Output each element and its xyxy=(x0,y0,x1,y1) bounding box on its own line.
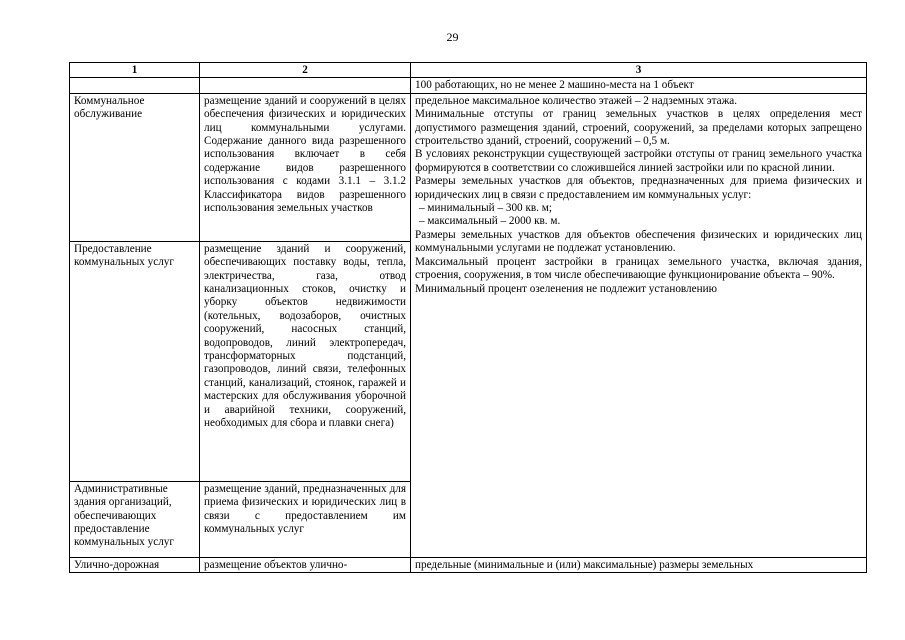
table-row xyxy=(70,557,867,572)
param-min-size: – минимальный – 300 кв. м; xyxy=(415,202,862,215)
use-description-cell xyxy=(200,557,411,572)
use-description-cell: размещение зданий, предназначенных для приема физических и юридических лиц в связи с предоставлением им коммунальных услуг xyxy=(200,481,411,557)
land-use-table xyxy=(69,62,867,573)
parameters-cell xyxy=(411,557,867,572)
use-name-cell xyxy=(70,557,200,572)
page-number: 29 xyxy=(446,30,459,44)
table-header-row xyxy=(70,63,867,78)
table-row-continuation xyxy=(70,78,867,93)
param-greening: Минимальный процент озеленения не подлежит установлению xyxy=(415,282,717,295)
param-setbacks: Минимальные отступы от границ земельных участков в целях определения мест допустимого размещения зданий, строений, сооружений, за пределами которых запрещено строительство зданий, строений, сооружений – 0,5 м. xyxy=(415,108,862,148)
param-reconstruction: В условиях реконструкции существующей застройки отступы от границ земельного участка формируются в соответствии со сложившейся линией застройки или по красной линии. xyxy=(415,148,862,174)
param-not-established: Размеры земельных участков для объектов обеспечения физических и юридических лиц коммунальными услугами не подлежат установлению. xyxy=(415,228,862,255)
param-max-size: – максимальный – 2000 кв. м. xyxy=(415,215,862,228)
parameters-text: предельные (минимальные и (или) максимальные) размеры земельных xyxy=(415,558,754,571)
use-description-cell: размещение зданий и сооружений, обеспечивающих поставку воды, тепла, электричества, газа, отвод канализационных стоков, очистку и уборку объектов недвижимости (котельных, водозаборов, очистных сооружений, насосных станций, водопроводов, линий электропередач, трансформаторных подстанций, газопроводов, линий связи, телефонных станций, канализаций, стоянок, гаражей и мастерских для обслуживания уборочной и аварийной техники, сооружений, необходимых для сбора и плавки снега) xyxy=(200,241,411,481)
use-name-cell: Предоставление коммунальных услуг xyxy=(70,241,200,481)
use-name-cell: Административные здания организаций, обеспечивающих предоставление коммунальных услуг xyxy=(70,481,200,557)
column-header-2: 2 xyxy=(200,63,411,78)
empty-cell xyxy=(200,78,411,93)
use-name-text: Улично-дорожная xyxy=(74,558,160,571)
use-description-text: размещение объектов улично- xyxy=(204,558,348,571)
column-header-1: 1 xyxy=(70,63,200,78)
use-description-cell: размещение зданий и сооружений в целях обеспечения физических и юридических лиц коммунальными услугами. Содержание данного вида разрешенного использования включает в себя содержание видов разрешенного использования с кодами 3.1.1 – 3.1.2 Классификатора видов разрешенного использования земельных участков xyxy=(200,93,411,241)
column-header-3: 3 xyxy=(411,63,867,78)
param-plot-sizes: Размеры земельных участков для объектов, предназначенных для приема физических и юридических лиц в связи с предоставлением им коммунальных услуг: xyxy=(415,175,862,201)
table-row xyxy=(70,93,867,241)
use-name-cell: Коммунальное обслуживание xyxy=(70,93,200,241)
param-building-percent: Максимальный процент застройки в границах земельного участка, включая здания, строения, сооружения, в том числе обеспечивающие функционирование объекта – 90%. xyxy=(415,255,862,282)
empty-cell xyxy=(70,78,200,93)
continuation-cell: 100 работающих, но не менее 2 машино-места на 1 объект xyxy=(411,78,867,93)
param-floors: предельное максимальное количество этажей – 2 надземных этажа. xyxy=(415,94,738,107)
parameters-cell xyxy=(411,93,867,557)
